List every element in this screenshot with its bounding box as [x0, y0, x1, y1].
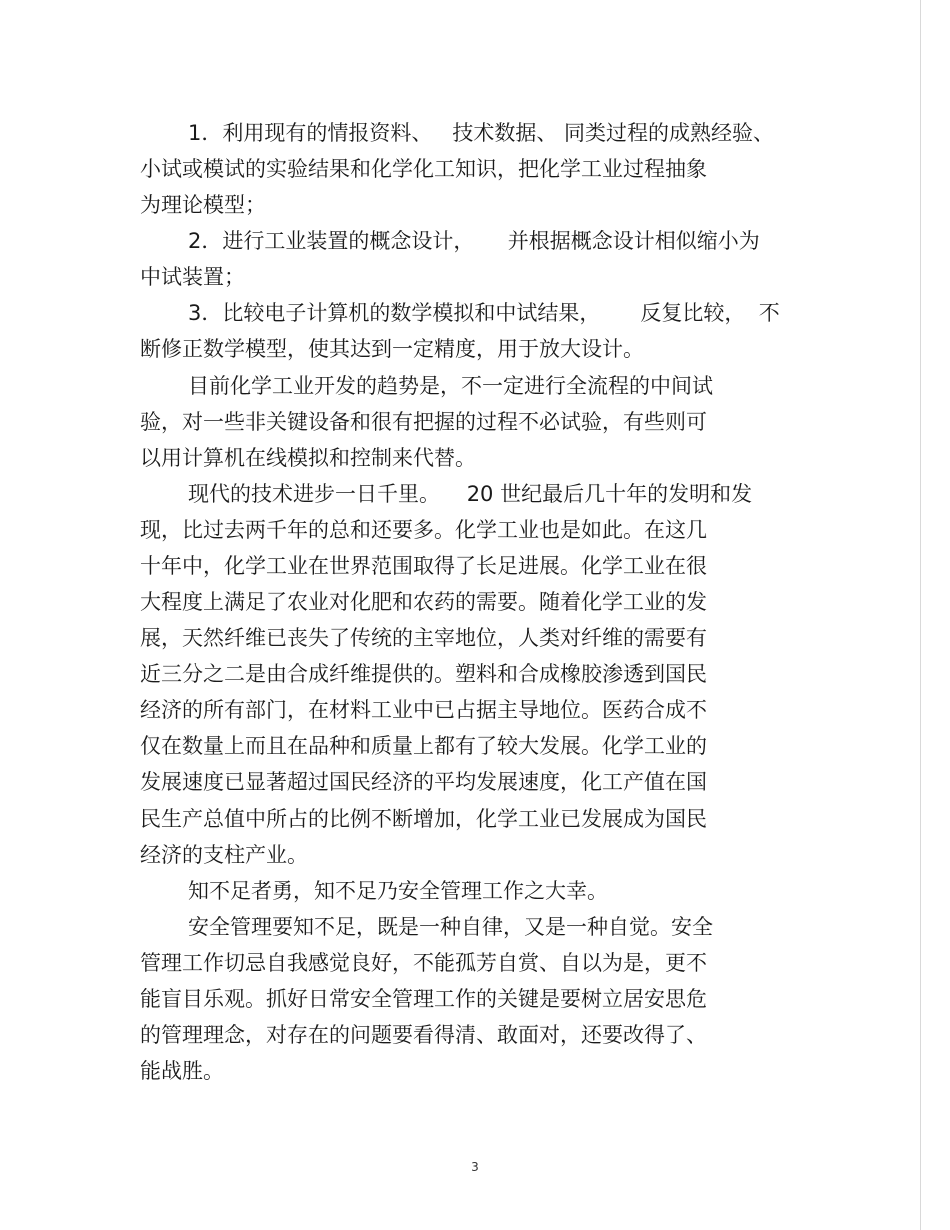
text-line: 能战胜。 [140, 1059, 224, 1083]
text-line: 管理工作切忌自我感觉良好，不能孤芳自赏、自以为是，更不 [140, 951, 707, 975]
text-line: 以用计算机在线模拟和控制来代替。 [140, 446, 476, 470]
text-line: 1．利用现有的情报资料、 技术数据、 同类过程的成熟经验、 [188, 121, 775, 145]
text-line: 能盲目乐观。抓好日常安全管理工作的关键是要树立居安思危 [140, 987, 707, 1011]
text-line: 验，对一些非关键设备和很有把握的过程不必试验，有些则可 [140, 410, 707, 434]
text-line: 的管理理念，对存在的问题要看得清、敢面对，还要改得了、 [140, 1023, 707, 1047]
text-line: 民生产总值中所占的比例不断增加，化学工业已发展成为国民 [140, 807, 707, 831]
text-line: 断修正数学模型，使其达到一定精度，用于放大设计。 [140, 337, 644, 361]
text-line: 中试装置； [140, 265, 245, 289]
text-line: 经济的支柱产业。 [140, 843, 308, 867]
text-line: 仅在数量上而且在品种和质量上都有了较大发展。化学工业的 [140, 734, 707, 758]
text-line: 目前化学工业开发的趋势是，不一定进行全流程的中间试 [188, 374, 713, 398]
text-line: 3．比较电子计算机的数学模拟和中试结果， 反复比较， 不 [188, 301, 780, 325]
text-line: 知不足者勇，知不足乃安全管理工作之大幸。 [188, 879, 608, 903]
text-line: 现，比过去两千年的总和还要多。化学工业也是如此。在这几 [140, 518, 707, 542]
text-line: 2．进行工业装置的概念设计， 并根据概念设计相似缩小为 [188, 229, 760, 253]
text-line: 展，天然纤维已丧失了传统的主宰地位，人类对纤维的需要有 [140, 626, 707, 650]
page-number: 3 [471, 1160, 479, 1174]
text-line: 小试或模试的实验结果和化学化工知识，把化学工业过程抽象 [140, 157, 707, 181]
text-line: 大程度上满足了农业对化肥和农药的需要。随着化学工业的发 [140, 590, 707, 614]
text-line: 为理论模型； [140, 193, 266, 217]
page-edge-divider [920, 0, 921, 1230]
text-line: 安全管理要知不足，既是一种自律，又是一种自觉。安全 [188, 915, 713, 939]
text-line: 经济的所有部门，在材料工业中已占据主导地位。医药合成不 [140, 698, 707, 722]
text-line: 现代的技术进步一日千里。 20 世纪最后几十年的发明和发 [188, 482, 753, 506]
text-line: 发展速度已显著超过国民经济的平均发展速度，化工产值在国 [140, 770, 707, 794]
text-line: 近三分之二是由合成纤维提供的。塑料和合成橡胶渗透到国民 [140, 662, 707, 686]
text-line: 十年中，化学工业在世界范围取得了长足进展。化学工业在很 [140, 554, 707, 578]
